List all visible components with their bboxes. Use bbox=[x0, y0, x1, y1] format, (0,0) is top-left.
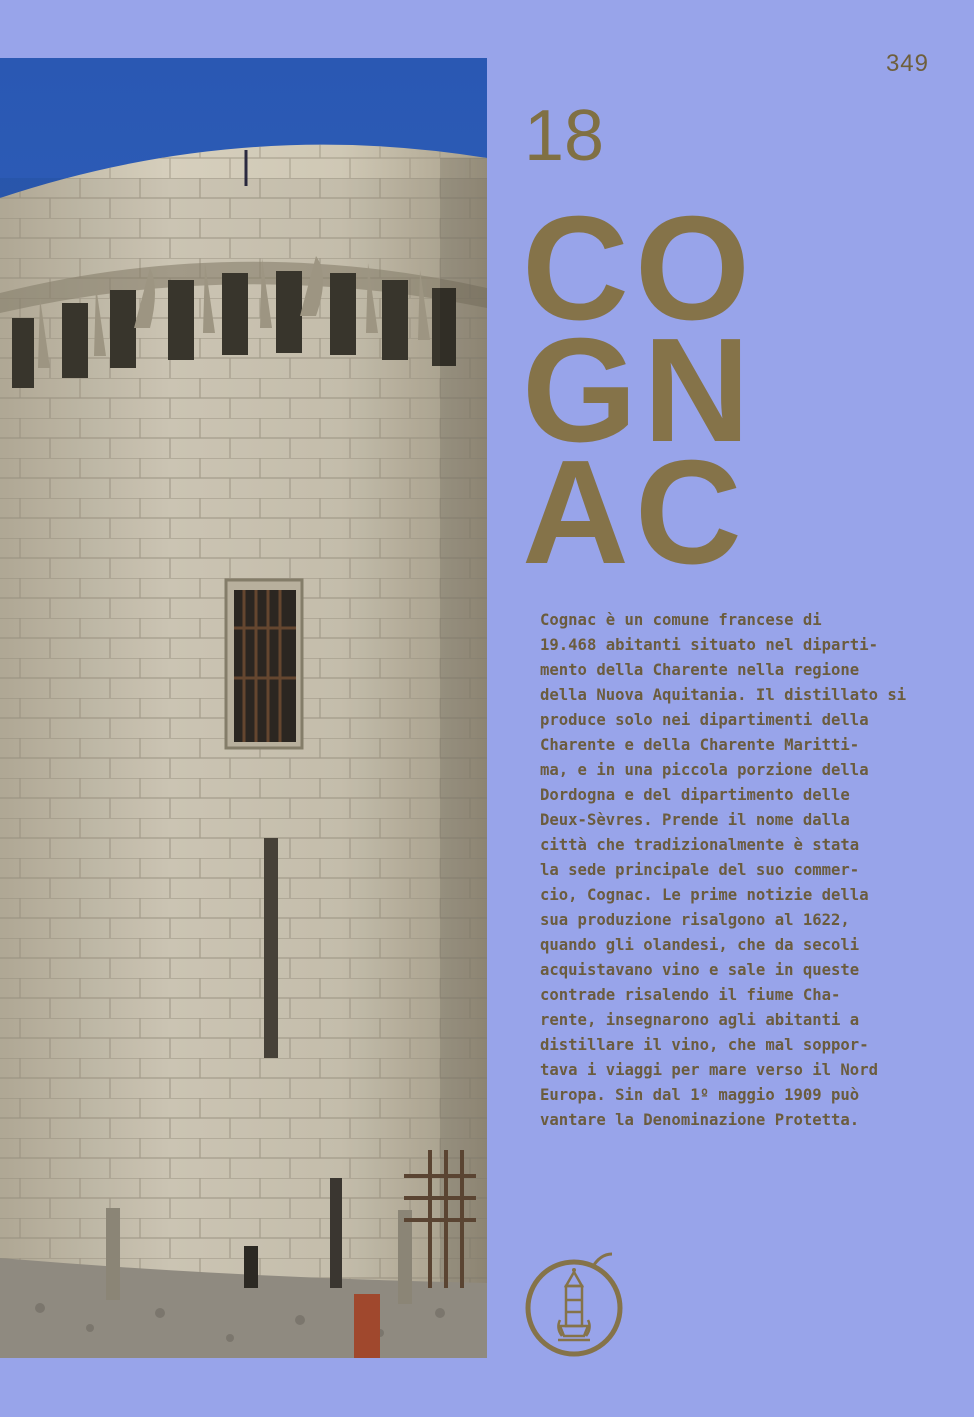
body-line: quando gli olandesi, che da secoli bbox=[540, 936, 860, 954]
tower-photo bbox=[0, 58, 487, 1358]
body-line: distillare il vino, che mal soppor- bbox=[540, 1036, 869, 1054]
chapter-title bbox=[522, 186, 782, 595]
body-line: Cognac è un comune francese di bbox=[540, 611, 822, 629]
body-line: Charente e della Charente Maritti- bbox=[540, 736, 860, 754]
body-line: Dordogna e del dipartimento delle bbox=[540, 786, 850, 804]
chapter-number: 18 bbox=[524, 96, 605, 176]
body-line: Europa. Sin dal 1º maggio 1909 può bbox=[540, 1086, 860, 1104]
title-line: AC bbox=[522, 430, 748, 595]
body-line: contrade risalendo il fiume Cha- bbox=[540, 986, 841, 1004]
body-line: rente, insegnarono agli abitanti a bbox=[540, 1011, 860, 1029]
body-line: vantare la Denominazione Protetta. bbox=[540, 1111, 860, 1129]
cognac-still-emblem-icon bbox=[522, 1248, 632, 1358]
title-line: GN bbox=[522, 308, 756, 473]
body-line: della Nuova Aquitania. Il distillato si bbox=[540, 686, 907, 704]
body-line: acquistavano vino e sale in queste bbox=[540, 961, 860, 979]
body-line: città che tradizionalmente è stata bbox=[540, 836, 860, 854]
body-line: 19.468 abitanti situato nel diparti- bbox=[540, 636, 878, 654]
title-line: CO bbox=[522, 186, 756, 351]
body-line: cio, Cognac. Le prime notizie della bbox=[540, 886, 869, 904]
body-line: sua produzione risalgono al 1622, bbox=[540, 911, 850, 929]
body-line: ma, e in una piccola porzione della bbox=[540, 761, 869, 779]
body-paragraph bbox=[540, 608, 920, 1133]
page-number: 349 bbox=[885, 50, 929, 77]
body-line: Deux-Sèvres. Prende il nome dalla bbox=[540, 811, 850, 829]
body-line: la sede principale del suo commer- bbox=[540, 861, 860, 879]
body-line: produce solo nei dipartimenti della bbox=[540, 711, 869, 729]
body-line: mento della Charente nella regione bbox=[540, 661, 860, 679]
body-line: tava i viaggi per mare verso il Nord bbox=[540, 1061, 878, 1079]
